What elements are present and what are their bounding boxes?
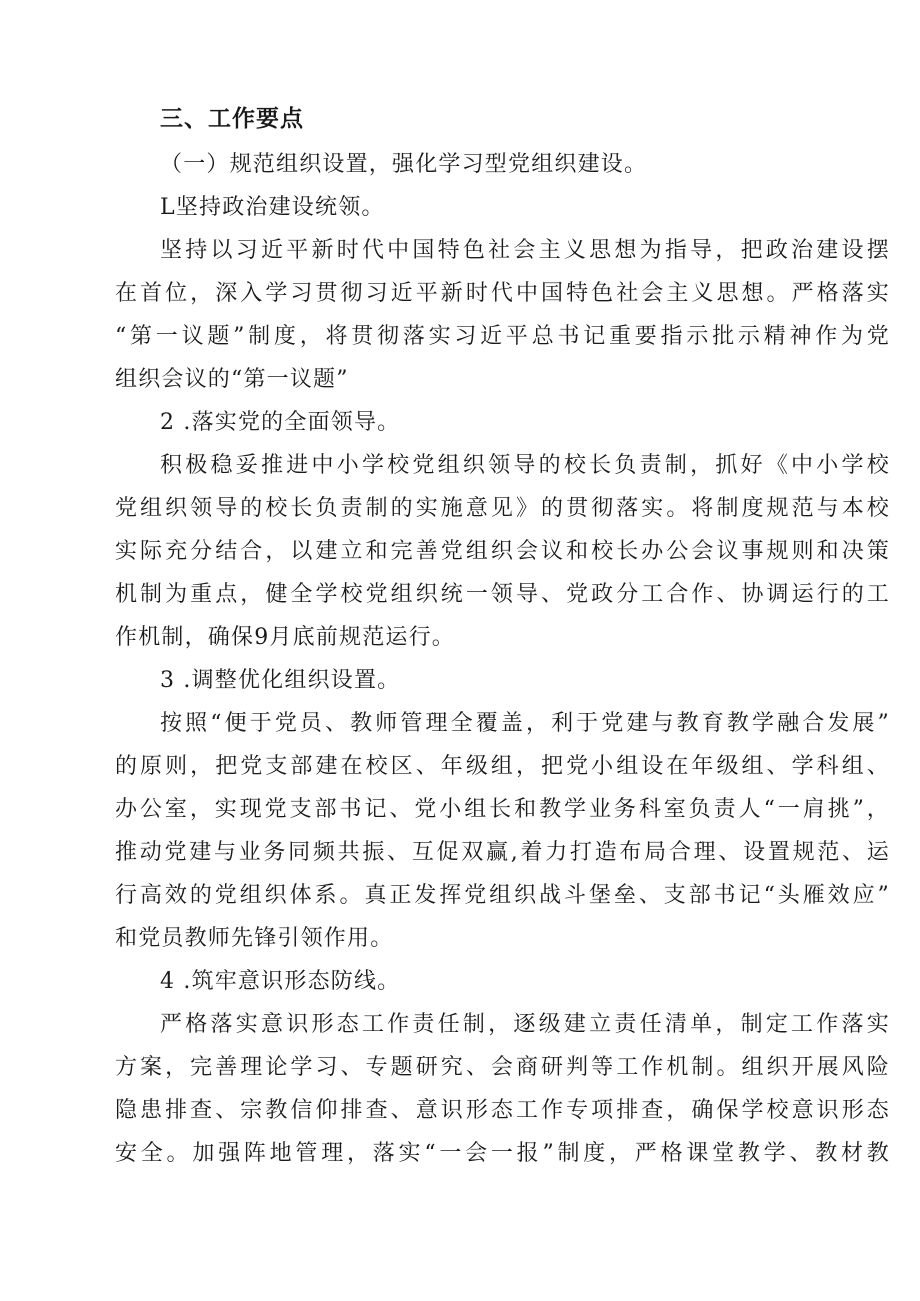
paragraph-line: 在首位，深入学习贯彻习近平新时代中国特色社会主义思想。严格落实 [115,281,890,306]
paragraph-line: 和党员教师先锋引领作用。 [115,926,394,951]
section-heading: 三、工作要点 [160,106,304,132]
paragraph-line: 方案，完善理论学习、专题研究、会商研判等工作机制。组织开展风险 [115,1055,890,1080]
item-1-title: L坚持政治建设统领。 [160,195,385,220]
paragraph-line: 实际充分结合，以建立和完善党组织会议和校长办公会议事规则和决策 [115,539,890,564]
paragraph-line: 党组织领导的校长负责制的实施意见》的贯彻落实。将制度规范与本校 [115,496,890,521]
paragraph-line: 组织会议的“第一议题” [115,367,349,392]
paragraph-line: 行高效的党组织体系。真正发挥党组织战斗堡垒、支部书记“头雁效应” [115,883,890,908]
paragraph-line: 推动党建与业务同频共振、互促双赢,着力打造布局合理、设置规范、运 [115,840,890,865]
paragraph-line: 严格落实意识形态工作责任制，逐级建立责任清单，制定工作落实 [160,1012,890,1037]
subheading: （一）规范组织设置，强化学习型党组织建设。 [160,152,648,177]
paragraph-line: “第一议题”制度，将贯彻落实习近平总书记重要指示批示精神作为党 [115,324,890,349]
paragraph-line: 安全。加强阵地管理，落实“一会一报”制度，严格课堂教学、教材教 [115,1141,890,1166]
paragraph-line: 坚持以习近平新时代中国特色社会主义思想为指导，把政治建设摆 [160,238,890,263]
paragraph-line: 隐患排查、宗教信仰排查、意识形态工作专项排查，确保学校意识形态 [115,1098,890,1123]
paragraph-line: 机制为重点，健全学校党组织统一领导、党政分工合作、协调运行的工 [115,582,890,607]
item-4-title: 4 .筑牢意识形态防线。 [160,969,401,994]
paragraph-line: 积极稳妥推进中小学校党组织领导的校长负责制，抓好《中小学校 [160,453,890,478]
paragraph-line: 按照“便于党员、教师管理全覆盖，利于党建与教育教学融合发展” [160,711,890,736]
item-2-title: 2 .落实党的全面领导。 [160,410,401,435]
paragraph-line: 的原则，把党支部建在校区、年级组，把党小组设在年级组、学科组、 [115,754,890,779]
paragraph-line: 办公室，实现党支部书记、党小组长和教学业务科室负责人“一肩挑”， [115,797,890,822]
item-3-title: 3 .调整优化组织设置。 [160,668,401,693]
paragraph-line: 作机制，确保9月底前规范运行。 [115,625,455,650]
